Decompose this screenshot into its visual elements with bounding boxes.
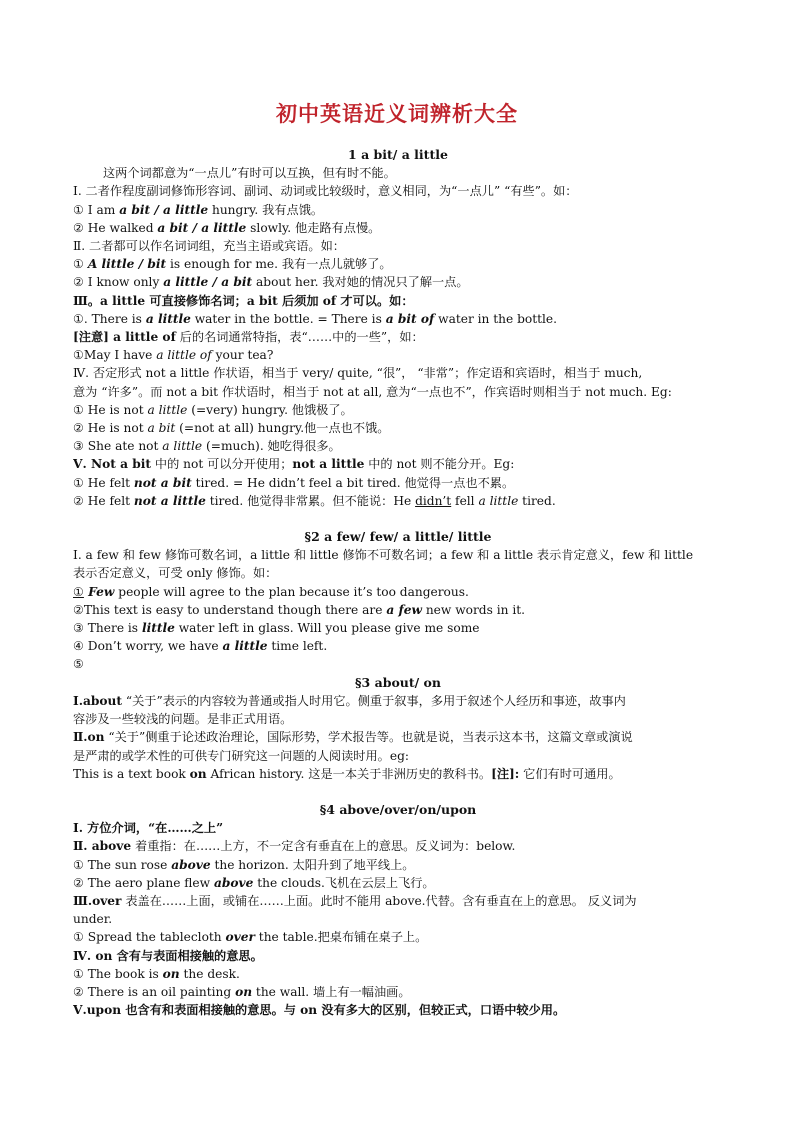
section-1-point-4-line-2: 意为 “许多”。而 not a bit 作状语时，相当于 not at all, 意为“一点也不”，作宾语时则相当于 not much. Eg: [73, 384, 672, 399]
example-line: ② There is an oil painting on the wall. 墙上有一幅油画。 [73, 984, 411, 999]
example-line: ① A little / bit is enough for me. 我有一点儿就够了。 [73, 257, 392, 272]
section-4-point-1: Ⅰ. 方位介词，“在……之上” [73, 821, 224, 836]
section-3-heading: §3 about/ on [355, 674, 441, 690]
section-3-point-2-line-2: 是严肃的或学术性的可供专门研究这一问题的人阅读时用。eg: [73, 748, 409, 763]
example-line: ①May I have a little of your tea? [73, 348, 274, 363]
document-title: 初中英语近义词辨析大全 [276, 101, 518, 126]
example-line: ② I know only a little / a bit about her. 我对她的情况只了解一点。 [73, 275, 469, 290]
example-line: ④ Don’t worry, we have a little time left. [73, 639, 328, 654]
section-3-point-2: Ⅱ.on “关于”侧重于论述政治理论，国际形势，学术报告等。也就是说，当表示这本书，这篇文章或演说 [73, 730, 633, 745]
section-3-point-1: Ⅰ.about “关于”表示的内容较为普通或指人时用它。侧重于叙事，多用于叙述个人经历和事迹，故事内 [73, 693, 626, 708]
section-1-point-2: Ⅱ. 二者都可以作名词词组，充当主语或宾语。如： [73, 239, 345, 254]
document-body [73, 146, 723, 1019]
example-line: ③ There is little water left in glass. Will you please give me some [73, 621, 480, 636]
example-line: ② The aero plane flew above the clouds.飞机在云层上飞行。 [73, 875, 435, 890]
section-4-point-2: Ⅱ. above 着重指：在……上方，不一定含有垂直在上的意思。反义词为：below. [73, 839, 516, 854]
section-4-heading: §4 above/over/on/upon [319, 801, 477, 817]
section-1-point-5: Ⅴ. Not a bit 中的 not 可以分开使用；not a little 中的 not 则不能分开。Eg: [73, 457, 515, 472]
example-line: ①. There is a little water in the bottle. = There is a bit of water in the bottle. [73, 311, 558, 326]
example-line: ② He walked a bit / a little slowly. 他走路有点慢。 [73, 220, 381, 235]
section-4-point-5: Ⅴ.upon 也含有和表面相接触的意思。与 on 没有多大的区别，但较正式，口语中较少用。 [73, 1003, 566, 1018]
section-1-point-4-line-1: Ⅳ. 否定形式 not a little 作状语，相当于 very/ quite, “很”， “非常”；作定语和宾语时，相当于 much, [73, 366, 643, 381]
section-2-point-1-line-1: Ⅰ. a few 和 few 修饰可数名词，a little 和 little 修饰不可数名词；a few 和 a little 表示肯定意义，few 和 little [73, 548, 694, 563]
example-line: ① He felt not a bit tired. = He didn’t feel a bit tired. 他觉得一点也不累。 [73, 475, 515, 490]
section-1-intro: 这两个词都意为“一点儿”有时可以互换，但有时不能。 [103, 166, 396, 181]
section-4-point-3: Ⅲ.over 表盖在……上面，或铺在……上面。此时不能用 above.代替。含有垂直在上的意思。 反义词为 [73, 893, 637, 908]
example-line: ⑤ [73, 657, 84, 672]
example-line: ① Few people will agree to the plan because it’s too dangerous. [73, 584, 469, 599]
example-line: ②This text is easy to understand though there are a few new words in it. [73, 602, 526, 617]
example-line: ① The book is on the desk. [73, 966, 240, 981]
example-line: ② He felt not a little tired. 他觉得非常累。但不能说：He didn’t fell a little tired. [73, 493, 556, 508]
section-4-point-4: Ⅳ. on 含有与表面相接触的意思。 [73, 948, 263, 963]
example-line: ① He is not a little (=very) hungry. 他饿极了。 [73, 402, 353, 417]
section-2-point-1-line-2: 表示否定意义，可受 only 修饰。如： [73, 566, 278, 581]
section-3-point-1-line-2: 容涉及一些较浅的问题。是非正式用语。 [73, 712, 293, 727]
example-line: ① Spread the tablecloth over the table.把桌布铺在桌子上。 [73, 930, 428, 945]
example-line: ① I am a bit / a little hungry. 我有点饿。 [73, 202, 324, 217]
example-line: ② He is not a bit (=not at all) hungry.他一点也不饿。 [73, 421, 390, 436]
note-line: [注意] a little of 后的名词通常特指，表“……中的一些”，如： [73, 330, 424, 345]
section-2-heading: §2 a few/ few/ a little/ little [304, 529, 492, 545]
section-1-point-1: Ⅰ. 二者作程度副词修饰形容词、副词、动词或比较级时，意义相同，为“一点儿” “有些”。如： [73, 184, 578, 199]
example-line: ① The sun rose above the horizon. 太阳升到了地平线上。 [73, 857, 415, 872]
example-line: ③ She ate not a little (=much). 她吃得很多。 [73, 439, 341, 454]
section-1-heading: 1 a bit/ a little [348, 147, 448, 162]
section-4-point-3-line-2: under. [73, 912, 113, 927]
example-line: This is a text book on African history. 这是一本关于非洲历史的教科书。[注]: 它们有时可通用。 [73, 766, 621, 781]
section-1-point-3: Ⅲ。a little 可直接修饰名词；a bit 后须加 of 才可以。如： [73, 293, 414, 308]
